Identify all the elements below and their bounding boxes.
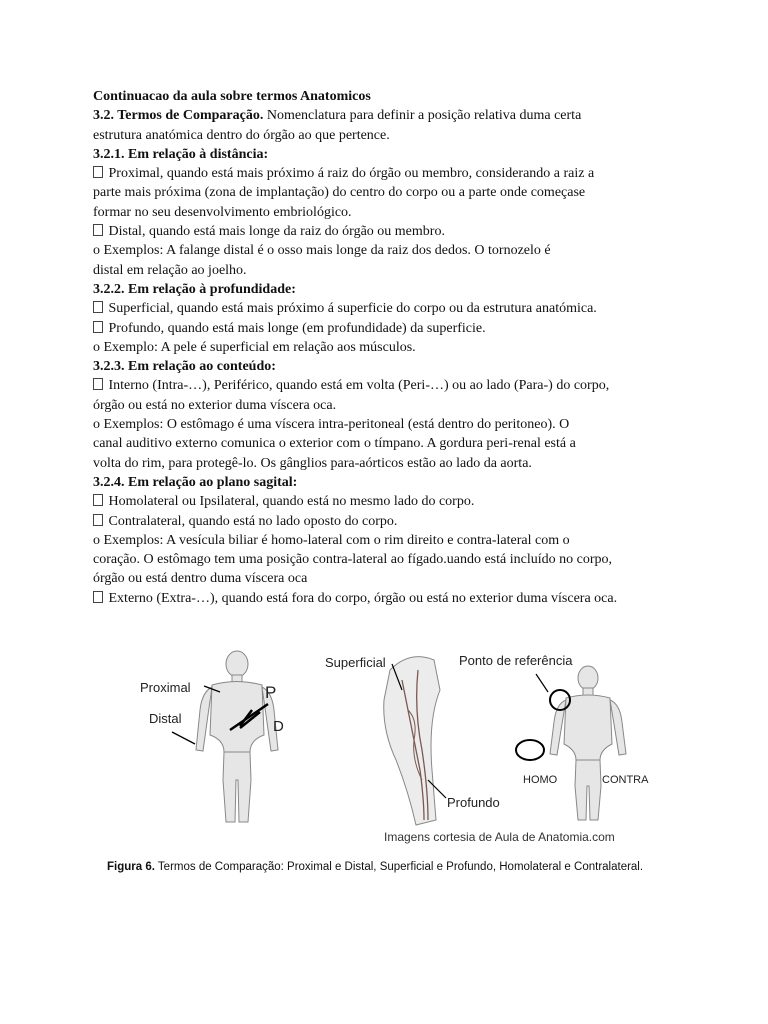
- line-text: coração. O estômago tem uma posição contra-lateral ao fígado.uando está incluído no corpo,: [93, 552, 612, 568]
- line-text: Nomenclatura para definir a posição relativa duma certa: [263, 108, 582, 124]
- document-body: [93, 87, 693, 608]
- text-line: [93, 183, 693, 202]
- text-line: [93, 338, 693, 357]
- line-bold-text: 3.2.2. Em relação à profundidade:: [93, 281, 296, 297]
- line-text: formar no seu desenvolvimento embriológico.: [93, 204, 352, 220]
- line-text: o Exemplos: A falange distal é o osso mais longe da raiz dos dedos. O tornozelo é: [93, 243, 551, 259]
- text-line: [93, 434, 693, 453]
- text-line: [93, 357, 693, 376]
- text-line: [93, 473, 693, 492]
- text-line: [93, 415, 693, 434]
- line-text: Superficial, quando está mais próximo á superficie do corpo ou da estrutura anatómica.: [105, 301, 597, 317]
- text-line: [93, 241, 693, 260]
- missing-glyph-icon: [93, 514, 103, 526]
- label-superficial: Superficial: [325, 655, 386, 670]
- line-text: distal em relação ao joelho.: [93, 262, 247, 278]
- label-homo: HOMO: [523, 774, 558, 786]
- missing-glyph-icon: [93, 591, 103, 603]
- missing-glyph-icon: [93, 321, 103, 333]
- line-text: Interno (Intra-…), Periférico, quando está em volta (Peri-…) ou ao lado (Para-) do corpo,: [105, 378, 610, 394]
- text-line: [93, 550, 693, 569]
- caption-label: Figura 6.: [107, 861, 155, 873]
- line-bold-text: 3.2.4. Em relação ao plano sagital:: [93, 474, 298, 490]
- missing-glyph-icon: [93, 301, 103, 313]
- line-bold-text: 3.2. Termos de Comparação.: [93, 108, 264, 124]
- line-text: Externo (Extra-…), quando está fora do corpo, órgão ou está no exterior duma víscera oca.: [105, 590, 618, 606]
- line-text: o Exemplos: O estômago é uma víscera intra-peritoneal (está dentro do peritoneo). O: [93, 417, 570, 433]
- missing-glyph-icon: [93, 166, 103, 178]
- line-text: órgão ou está no exterior duma víscera oca.: [93, 397, 337, 413]
- label-ponto-referencia: Ponto de referência: [459, 653, 573, 668]
- line-text: o Exemplos: A vesícula biliar é homo-lateral com o rim direito e contra-lateral com o: [93, 532, 570, 548]
- text-line: [93, 145, 693, 164]
- line-text: Proximal, quando está mais próximo á raiz do órgão ou membro, considerando a raiz a: [105, 166, 595, 182]
- text-line: [93, 512, 693, 531]
- text-line: [93, 106, 693, 125]
- text-line: [93, 569, 693, 588]
- text-line: [93, 203, 693, 222]
- text-line: [93, 164, 693, 183]
- line-text: canal auditivo externo comunica o exterior com o tímpano. A gordura peri-renal está a: [93, 436, 576, 452]
- line-text: estrutura anatómica dentro do órgão ao que pertence.: [93, 127, 390, 143]
- line-text: parte mais próxima (zona de implantação) do centro do corpo ou a parte onde começase: [93, 185, 586, 201]
- line-bold-text: 3.2.1. Em relação à distância:: [93, 146, 269, 162]
- missing-glyph-icon: [93, 378, 103, 390]
- text-line: [93, 299, 693, 318]
- line-text: volta do rim, para protegê-lo. Os gânglios para-aórticos estão ao lado da aorta.: [93, 455, 532, 471]
- text-line: [93, 126, 693, 145]
- text-line: [93, 589, 693, 608]
- text-line: [93, 396, 693, 415]
- line-text: o Exemplo: A pele é superficial em relação aos músculos.: [93, 339, 416, 355]
- figure-6: [100, 640, 680, 880]
- homo-contra-illustration: [510, 654, 650, 824]
- missing-glyph-icon: [93, 224, 103, 236]
- label-distal: Distal: [149, 711, 182, 726]
- missing-glyph-icon: [93, 494, 103, 506]
- label-proximal: Proximal: [140, 680, 191, 695]
- line-text: Profundo, quando está mais longe (em profundidade) da superficie.: [105, 320, 486, 336]
- label-contra: CONTRA: [602, 774, 649, 786]
- text-line: [93, 531, 693, 550]
- line-text: órgão ou está dentro duma víscera oca: [93, 571, 308, 587]
- text-line: [93, 319, 693, 338]
- label-d: D: [273, 718, 284, 735]
- text-line: [93, 376, 693, 395]
- image-credit: Imagens cortesia de Aula de Anatomia.com: [384, 830, 615, 844]
- line-text: Homolateral ou Ipsilateral, quando está no mesmo lado do corpo.: [105, 494, 475, 510]
- line-bold-text: 3.2.3. Em relação ao conteúdo:: [93, 359, 276, 375]
- text-line: [93, 280, 693, 299]
- caption-text: Termos de Comparação: Proximal e Distal, Superficial e Profundo, Homolateral e Contralateral.: [154, 861, 644, 873]
- line-text: Distal, quando está mais longe da raiz do órgão ou membro.: [105, 224, 445, 240]
- label-profundo: Profundo: [447, 795, 500, 810]
- text-line: [93, 87, 693, 106]
- text-line: [93, 261, 693, 280]
- text-line: [93, 492, 693, 511]
- proximal-distal-illustration: [100, 640, 300, 830]
- figure-caption: [107, 861, 707, 873]
- line-bold-text: Continuacao da aula sobre termos Anatomicos: [93, 89, 371, 104]
- label-p: P: [265, 683, 277, 702]
- text-line: [93, 222, 693, 241]
- line-text: Contralateral, quando está no lado oposto do corpo.: [105, 513, 398, 529]
- text-line: [93, 454, 693, 473]
